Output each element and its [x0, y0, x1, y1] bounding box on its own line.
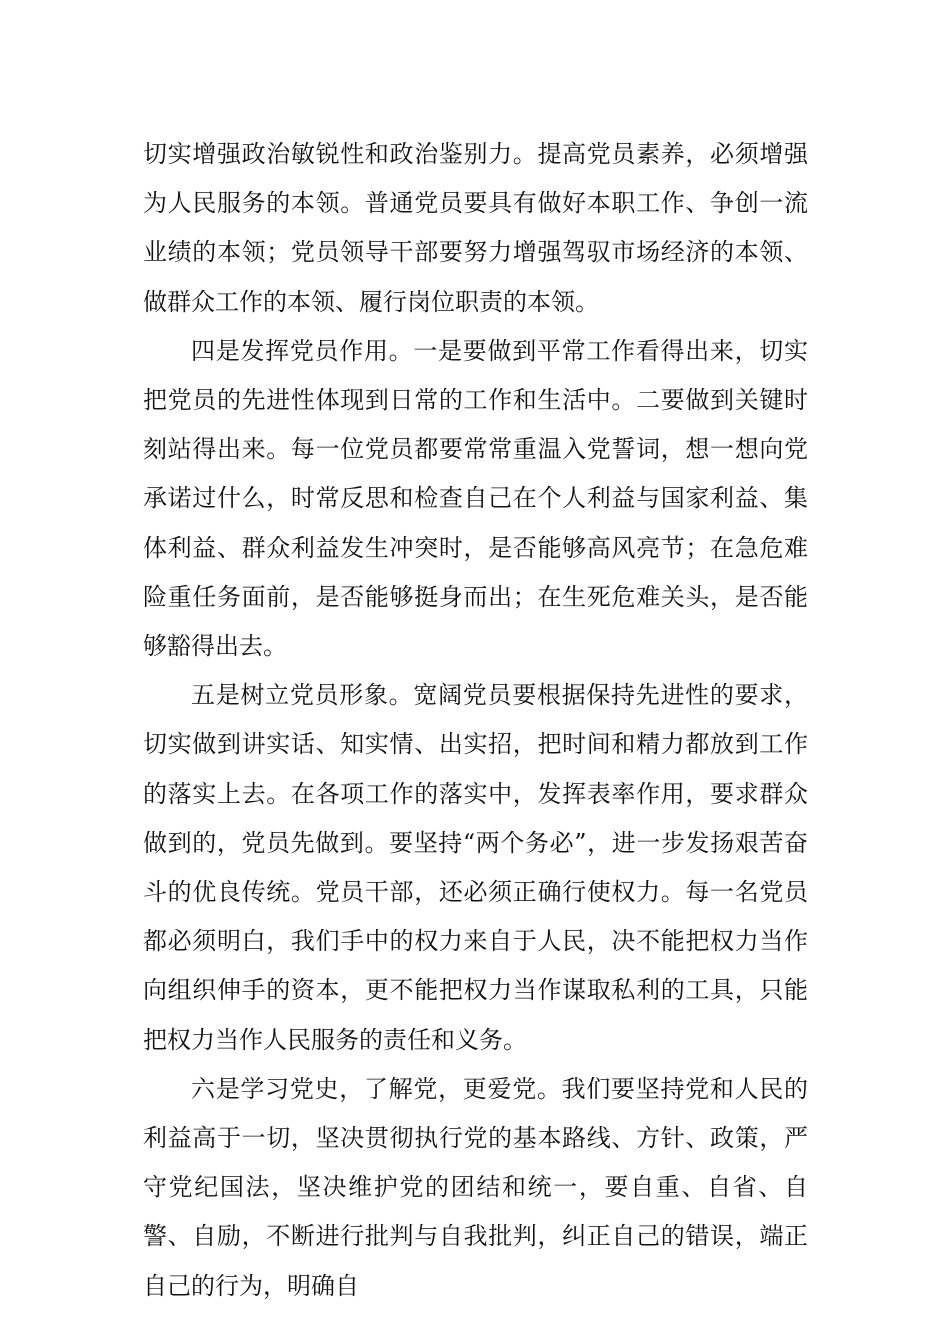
- paragraph-fifth-point: 五是树立党员形象。宽阔党员要根据保持先进性的要求，切实做到讲实话、知实情、出实招，把时间和精力都放到工作的落实上去。在各项工作的落实中，发挥表率作用，要求群众做到的，党员先做到。要坚持“两个务必”，进一步发扬艰苦奋斗的优良传统。党员干部，还必须正确行使权力。每一名党员都必须明白，我们手中的权力来自于人民，决不能把权力当作向组织伸手的资本，更不能把权力当作谋取私利的工具，只能把权力当作人民服务的责任和义务。: [143, 681, 808, 1054]
- paragraph-fourth-point: 四是发挥党员作用。一是要做到平常工作看得出来，切实把党员的先进性体现到日常的工作和生活中。二要做到关键时刻站得出来。每一位党员都要常常重温入党誓词，想一想向党承诺过什么，时常反思和检查自己在个人利益与国家利益、集体利益、群众利益发生冲突时，是否能够高风亮节；在急危难险重任务面前，是否能够挺身而出；在生死危难关头，是否能够豁得出去。: [143, 336, 808, 661]
- paragraph-continuation: 切实增强政治敏锐性和政治鉴别力。提高党员素养，必须增强为人民服务的本领。普通党员要具有做好本职工作、争创一流业绩的本领；党员领导干部要努力增强驾驭市场经济的本领、做群众工作的本领、履行岗位职责的本领。: [143, 140, 808, 316]
- document-body: [143, 130, 808, 1311]
- paragraph-sixth-point: 六是学习党史，了解党，更爱党。我们要坚持党和人民的利益高于一切，坚决贯彻执行党的基本路线、方针、政策，严守党纪国法，坚决维护党的团结和统一，要自重、自省、自警、自励，不断进行批判与自我批判，纠正自己的错误，端正自己的行为，明确自: [143, 1074, 808, 1300]
